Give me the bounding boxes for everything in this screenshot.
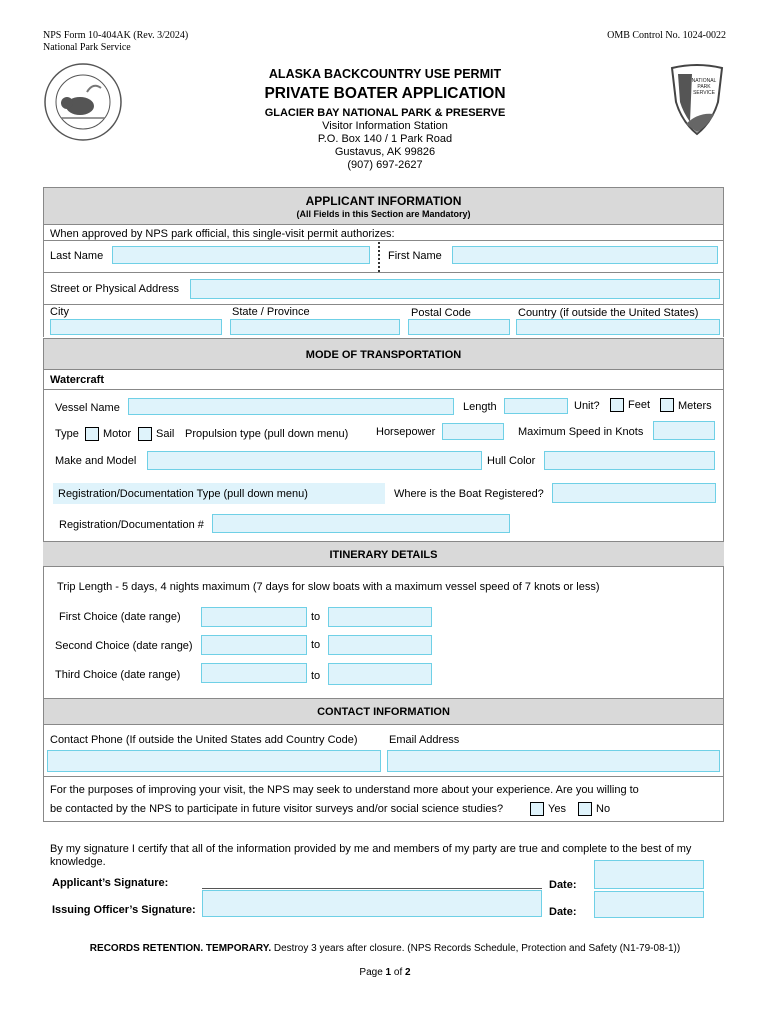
survey-no-checkbox[interactable] xyxy=(578,802,592,816)
horsepower-input[interactable] xyxy=(442,423,504,440)
station-phone: (907) 697-2627 xyxy=(347,159,423,171)
last-name-label: Last Name xyxy=(50,250,104,262)
park-name: GLACIER BAY NATIONAL PARK & PRESERVE xyxy=(264,107,506,119)
page-of: of xyxy=(391,967,406,978)
country-label: Country (if outside the United States) xyxy=(518,307,699,319)
where-registered-input[interactable] xyxy=(552,483,716,503)
reg-type-select[interactable] xyxy=(53,483,385,504)
title-block xyxy=(185,67,585,172)
city-input[interactable] xyxy=(50,319,222,335)
officer-date-input[interactable] xyxy=(594,891,704,918)
meters-checkbox[interactable] xyxy=(660,398,674,412)
svg-text:PARK: PARK xyxy=(697,84,711,90)
meters-label: Meters xyxy=(678,400,712,412)
survey-yes-checkbox[interactable] xyxy=(530,802,544,816)
propulsion-select[interactable]: Propulsion type (pull down menu) xyxy=(185,428,349,440)
vessel-name-label: Vessel Name xyxy=(55,402,120,414)
survey-question-line-1: For the purposes of improving your visit, the NPS may seek to understand more about your experience. Are you willing to xyxy=(50,784,639,796)
hull-color-label: Hull Color xyxy=(487,455,536,467)
watercraft-label: Watercraft xyxy=(50,374,104,386)
page-prefix: Page xyxy=(359,967,386,978)
reg-number-input[interactable] xyxy=(212,514,510,533)
applicant-subheading: (All Fields in this Section are Mandatory) xyxy=(296,209,471,219)
first-name-label: First Name xyxy=(388,250,442,262)
state-input[interactable] xyxy=(230,319,400,335)
transport-section-header xyxy=(43,338,724,370)
station-address xyxy=(185,120,585,172)
contact-section-header xyxy=(43,698,724,725)
postal-label: Postal Code xyxy=(411,307,471,319)
certify-text: By my signature I certify that all of the information provided by me and members of my party are true and complete to the best of my knowledge. xyxy=(50,843,692,868)
max-speed-input[interactable] xyxy=(653,421,715,440)
first-choice-end-input[interactable] xyxy=(328,607,432,627)
where-registered-label: Where is the Boat Registered? xyxy=(394,488,544,500)
first-to-label: to xyxy=(311,611,321,623)
street-input[interactable] xyxy=(190,279,720,299)
retention-rest: Destroy 3 years after closure. (NPS Records Schedule, Protection and Safety (N1-79-08-1)) xyxy=(271,943,681,954)
applicant-signature-line[interactable] xyxy=(202,888,542,889)
feet-label: Feet xyxy=(628,399,651,411)
unit-label: Unit? xyxy=(574,400,600,412)
officer-signature-input[interactable] xyxy=(202,890,542,917)
second-choice-label: Second Choice (date range) xyxy=(55,640,193,652)
vessel-name-input[interactable] xyxy=(128,398,454,415)
sail-label: Sail xyxy=(156,428,175,440)
applicant-date-input[interactable] xyxy=(594,860,704,889)
doi-seal-icon xyxy=(43,62,123,142)
form-number: NPS Form 10-404AK (Rev. 3/2024) xyxy=(43,30,189,41)
motor-checkbox[interactable] xyxy=(85,427,99,441)
address-line-1: P.O. Box 140 / 1 Park Road xyxy=(317,133,453,145)
second-choice-start-input[interactable] xyxy=(201,635,307,655)
motor-label: Motor xyxy=(103,428,132,440)
second-choice-end-input[interactable] xyxy=(328,635,432,655)
applicant-signature-label: Applicant’s Signature: xyxy=(52,877,169,889)
sail-checkbox[interactable] xyxy=(138,427,152,441)
make-model-input[interactable] xyxy=(147,451,482,470)
email-label: Email Address xyxy=(389,734,460,746)
third-to-label: to xyxy=(311,670,321,682)
trip-length-note: Trip Length - 5 days, 4 nights maximum (7 days for slow boats with a maximum vessel speed of 7 knots or less) xyxy=(57,581,600,593)
contact-heading: CONTACT INFORMATION xyxy=(317,706,450,718)
third-choice-start-input[interactable] xyxy=(201,663,307,683)
no-label: No xyxy=(596,803,611,815)
officer-signature-label: Issuing Officer’s Signature: xyxy=(52,904,196,916)
postal-input[interactable] xyxy=(408,319,510,335)
survey-question-line-2: be contacted by the NPS to participate in future visitor surveys and/or social science studies? xyxy=(50,803,504,815)
feet-checkbox[interactable] xyxy=(610,398,624,412)
third-choice-label: Third Choice (date range) xyxy=(55,669,181,681)
officer-date-label: Date: xyxy=(549,906,577,918)
contact-phone-input[interactable] xyxy=(47,750,381,772)
page-total: 2 xyxy=(405,967,411,978)
address-line-2: Gustavus, AK 99826 xyxy=(334,146,436,158)
length-input[interactable] xyxy=(504,398,568,414)
length-label: Length xyxy=(463,401,497,413)
page-indicator xyxy=(0,967,770,978)
third-choice-end-input[interactable] xyxy=(328,663,432,685)
records-retention xyxy=(0,943,770,954)
make-model-label: Make and Model xyxy=(55,455,137,467)
page-number: 1 xyxy=(385,967,392,978)
reg-number-label: Registration/Documentation # xyxy=(59,519,204,531)
type-label: Type xyxy=(55,428,79,440)
last-name-input[interactable] xyxy=(112,246,370,264)
first-name-input[interactable] xyxy=(452,246,718,264)
svg-text:SERVICE: SERVICE xyxy=(693,90,715,96)
omb-control: OMB Control No. 1024-0022 xyxy=(607,30,726,41)
applicant-heading: APPLICANT INFORMATION xyxy=(305,194,462,208)
retention-bold: RECORDS RETENTION. TEMPORARY. xyxy=(89,943,272,954)
agency-name: National Park Service xyxy=(43,42,131,53)
station-name: Visitor Information Station xyxy=(322,120,448,132)
form-header xyxy=(43,30,188,54)
hull-color-input[interactable] xyxy=(544,451,715,470)
application-title: PRIVATE BOATER APPLICATION xyxy=(264,85,506,102)
city-label: City xyxy=(50,306,69,318)
email-input[interactable] xyxy=(387,750,720,772)
yes-label: Yes xyxy=(548,803,566,815)
reg-type-label: Registration/Documentation Type (pull down menu) xyxy=(58,488,308,500)
contact-phone-label: Contact Phone (If outside the United States add Country Code) xyxy=(50,734,358,746)
svg-text:NATIONAL: NATIONAL xyxy=(691,78,717,84)
first-choice-start-input[interactable] xyxy=(201,607,307,627)
country-input[interactable] xyxy=(516,319,720,335)
permit-title: ALASKA BACKCOUNTRY USE PERMIT xyxy=(268,67,502,81)
itinerary-heading: ITINERARY DETAILS xyxy=(329,549,438,561)
applicant-section-header xyxy=(43,187,724,225)
second-to-label: to xyxy=(311,639,321,651)
state-label: State / Province xyxy=(232,306,310,318)
itinerary-section-header xyxy=(43,541,724,567)
transport-heading: MODE OF TRANSPORTATION xyxy=(305,349,462,361)
authorizes-text: When approved by NPS park official, this single-visit permit authorizes: xyxy=(50,228,395,240)
first-choice-label: First Choice (date range) xyxy=(59,611,181,623)
nps-arrowhead-icon xyxy=(668,62,726,136)
horsepower-label: Horsepower xyxy=(376,426,436,438)
max-speed-label: Maximum Speed in Knots xyxy=(518,426,644,438)
street-label: Street or Physical Address xyxy=(50,283,180,295)
applicant-date-label: Date: xyxy=(549,879,577,891)
